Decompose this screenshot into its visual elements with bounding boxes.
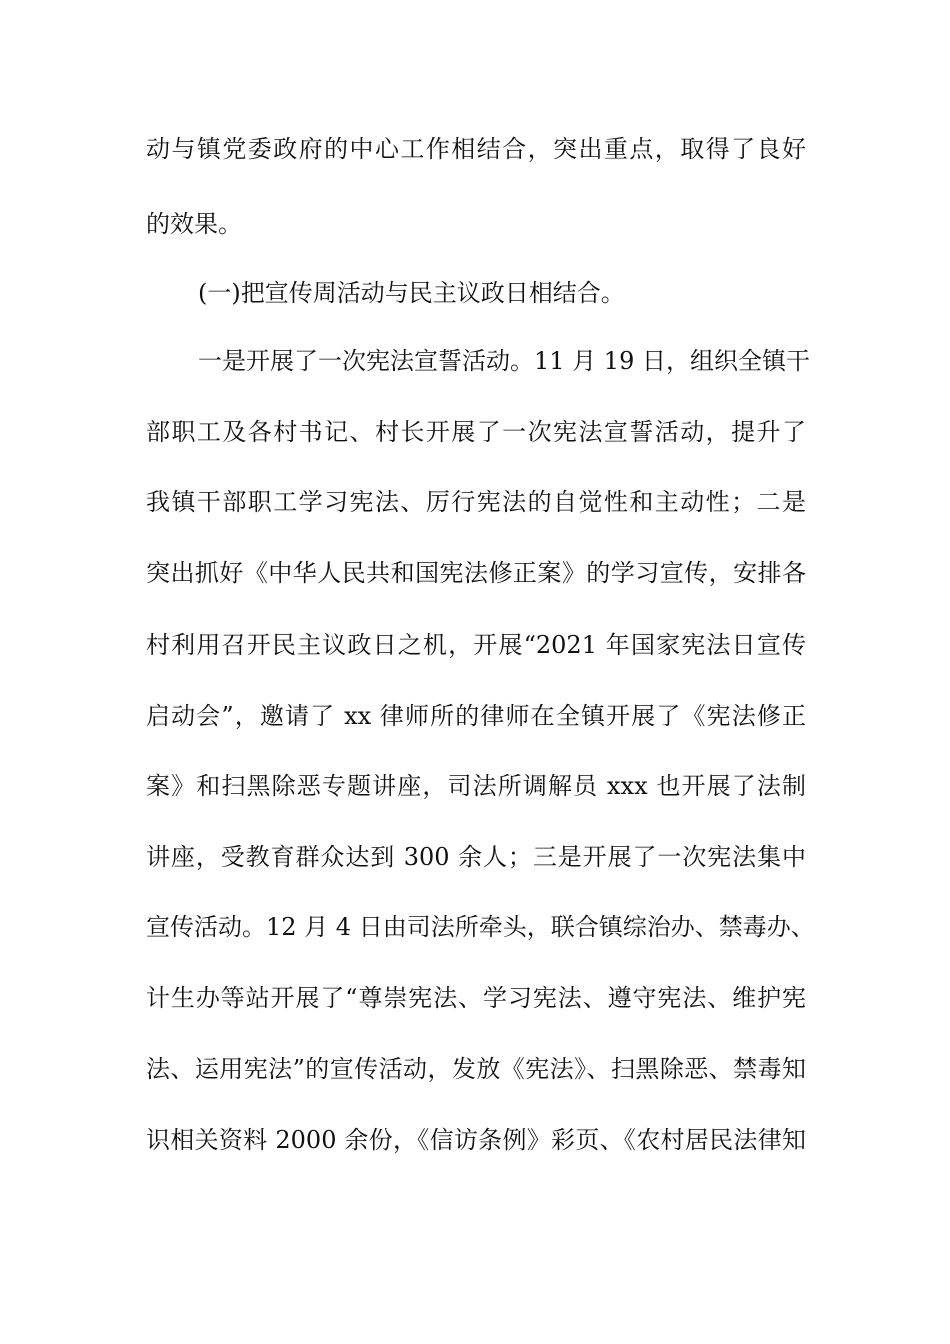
paragraph-line: 案》和扫黑除恶专题讲座，司法所调解员 xxx 也开展了法制 <box>146 772 806 800</box>
section-heading: (一)把宣传周活动与民主议政日相结合。 <box>198 279 625 307</box>
paragraph-line: 村利用召开民主议政日之机，开展“2021 年国家宪法日宣传 <box>146 631 806 659</box>
paragraph-line: 计生办等站开展了“尊崇宪法、学习宪法、遵守宪法、维护宪 <box>146 984 806 1012</box>
paragraph-line: 部职工及各村书记、村长开展了一次宪法宣誓活动，提升了 <box>146 418 806 446</box>
paragraph-line: 动与镇党委政府的中心工作相结合，突出重点，取得了良好 <box>146 135 806 163</box>
paragraph-line: 识相关资料 2000 余份，《信访条例》彩页、《农村居民法律知 <box>146 1126 806 1154</box>
paragraph-line: 我镇干部职工学习宪法、厉行宪法的自觉性和主动性；二是 <box>146 488 806 516</box>
paragraph-line: 突出抓好《中华人民共和国宪法修正案》的学习宣传，安排各 <box>146 559 806 587</box>
paragraph-line: 的效果。 <box>146 210 242 238</box>
paragraph-line: 一是开展了一次宪法宣誓活动。11 月 19 日，组织全镇干 <box>198 347 810 375</box>
paragraph-line: 宣传活动。12 月 4 日由司法所牵头，联合镇综治办、禁毒办、 <box>146 913 815 941</box>
paragraph-line: 法、运用宪法”的宣传活动，发放《宪法》、扫黑除恶、禁毒知 <box>146 1055 806 1083</box>
paragraph-line: 启动会”，邀请了 xx 律师所的律师在全镇开展了《宪法修正 <box>146 702 806 730</box>
paragraph-line: 讲座，受教育群众达到 300 余人；三是开展了一次宪法集中 <box>146 843 806 871</box>
